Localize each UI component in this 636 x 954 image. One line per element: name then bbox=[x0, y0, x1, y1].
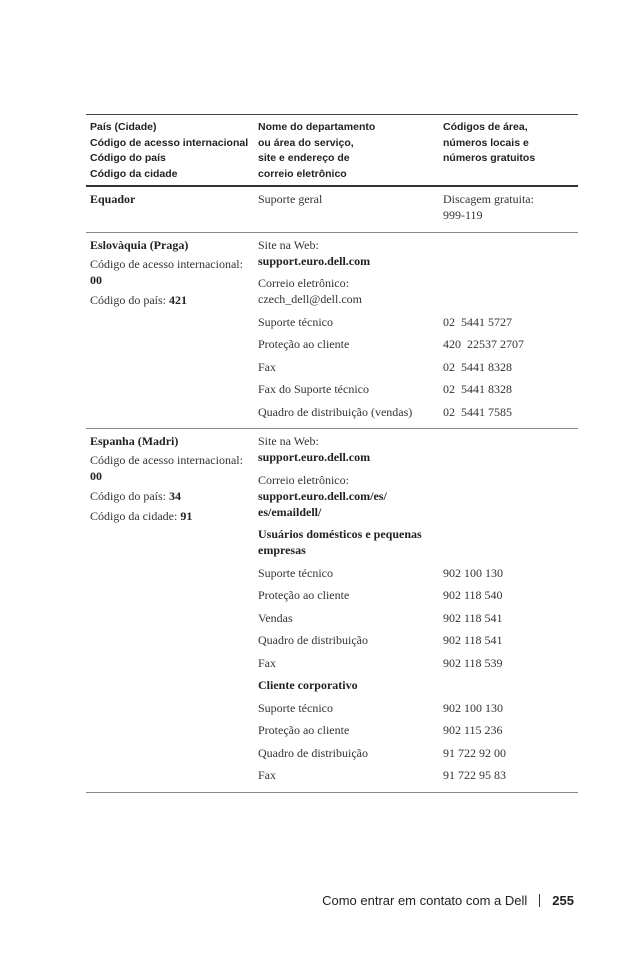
table-row bbox=[256, 745, 578, 761]
table-row bbox=[256, 677, 578, 693]
number-cell: 91 722 95 83 bbox=[443, 768, 506, 782]
table-row bbox=[256, 275, 578, 307]
country-cell-equador bbox=[86, 191, 256, 230]
dept-cell: Proteção ao cliente bbox=[258, 337, 350, 351]
entries-espanha bbox=[256, 433, 578, 790]
city-code-label: Código da cidade: bbox=[90, 509, 178, 523]
city-code bbox=[90, 508, 256, 524]
table-row bbox=[256, 610, 578, 626]
number-cell: 902 100 130 bbox=[443, 565, 503, 580]
table-row bbox=[256, 700, 578, 716]
dept-cell bbox=[256, 237, 441, 269]
email-link[interactable]: czech_dell@dell.com bbox=[258, 292, 363, 306]
site-link[interactable]: support.euro.dell.com bbox=[258, 450, 371, 464]
dept-cell bbox=[256, 433, 441, 465]
country-code-value: 34 bbox=[169, 489, 182, 503]
dept-cell: Quadro de distribuição bbox=[258, 633, 368, 647]
site-label: Site na Web: bbox=[258, 434, 319, 448]
table-row bbox=[256, 237, 578, 269]
country-name: Eslovàquia (Praga) bbox=[90, 237, 189, 252]
number-cell bbox=[441, 237, 578, 269]
table-row bbox=[256, 314, 578, 330]
contact-table bbox=[86, 114, 578, 793]
number-cell: 902 115 236 bbox=[443, 723, 503, 737]
table-row bbox=[256, 404, 578, 420]
dept-cell: Vendas bbox=[258, 610, 293, 625]
dept-cell bbox=[256, 472, 441, 520]
number-cell: 902 118 541 bbox=[443, 633, 503, 647]
page-number: 255 bbox=[552, 893, 574, 908]
table-row bbox=[256, 632, 578, 648]
group-espanha bbox=[86, 429, 578, 793]
country-name: Equador bbox=[90, 192, 136, 206]
entries-eslovaquia bbox=[256, 237, 578, 427]
dept-cell: Fax bbox=[258, 359, 276, 374]
number-cell bbox=[441, 472, 578, 520]
intl-value: 00 bbox=[90, 469, 102, 483]
footer-section-title: Como entrar em contato com a Dell bbox=[322, 893, 528, 908]
page-footer bbox=[0, 893, 574, 908]
email-label: Correio eletrônico: bbox=[258, 472, 349, 487]
number-cell: 91 722 92 00 bbox=[443, 745, 506, 760]
number-cell: 902 118 539 bbox=[443, 655, 503, 670]
number-cell: 02 5441 8328 bbox=[443, 382, 512, 396]
number-cell: 420 22537 2707 bbox=[443, 337, 524, 351]
table-header bbox=[86, 115, 578, 187]
email-label: Correio eletrônico: bbox=[258, 276, 349, 290]
table-row bbox=[256, 336, 578, 352]
dept-cell: Fax do Suporte técnico bbox=[258, 382, 369, 396]
dept-cell: Proteção ao cliente bbox=[258, 588, 350, 602]
country-name: Espanha (Madri) bbox=[90, 434, 179, 448]
country-code-value: 421 bbox=[169, 292, 188, 307]
table-row bbox=[256, 526, 578, 558]
home-business-heading: Usuários domésticos e pequenas empresas bbox=[258, 527, 422, 557]
dept-cell: Quadro de distribuição (vendas) bbox=[258, 404, 413, 419]
header-department: Nome do departamento ou área do serviço, site e endereço de correio eletrônico bbox=[258, 121, 376, 180]
table-row bbox=[256, 191, 578, 223]
dept-cell: Quadro de distribuição bbox=[258, 745, 368, 760]
number-cell: 902 118 541 bbox=[443, 610, 503, 625]
number-cell bbox=[441, 433, 578, 465]
country-code-label: Código do país: bbox=[90, 489, 167, 503]
number-cell: 902 118 540 bbox=[443, 588, 503, 602]
dept-cell: Proteção ao cliente bbox=[258, 723, 350, 737]
group-equador bbox=[86, 187, 578, 233]
intl-label: Código de acesso internacional: bbox=[90, 453, 243, 467]
number-cell bbox=[441, 677, 578, 693]
dept-cell: Fax bbox=[258, 655, 276, 670]
footer-separator bbox=[539, 894, 540, 907]
header-country: País (Cidade) Código de acesso internacional Código do país Código da cidade bbox=[90, 121, 249, 180]
header-numbers: Códigos de área, números locais e números gratuitos bbox=[443, 121, 536, 164]
corporate-heading: Cliente corporativo bbox=[258, 678, 358, 692]
number-cell: Discagem gratuita: 999-119 bbox=[443, 192, 534, 222]
number-cell: 02 5441 8328 bbox=[443, 359, 512, 374]
country-code-label: Código do país: bbox=[90, 292, 167, 307]
site-link[interactable]: support.euro.dell.com bbox=[258, 253, 371, 268]
number-cell: 02 5441 5727 bbox=[443, 314, 512, 329]
country-cell-eslovaquia bbox=[86, 237, 256, 427]
table-row bbox=[256, 655, 578, 671]
table-row bbox=[256, 381, 578, 397]
intl-access-code bbox=[90, 452, 256, 484]
intl-access-code bbox=[90, 256, 256, 288]
number-cell bbox=[441, 526, 578, 558]
intl-label: Código de acesso internacional: bbox=[90, 256, 243, 271]
number-cell: 902 100 130 bbox=[443, 700, 503, 715]
city-code-value: 91 bbox=[180, 509, 193, 523]
site-label: Site na Web: bbox=[258, 237, 319, 252]
group-eslovaquia bbox=[86, 233, 578, 430]
dept-cell: Suporte técnico bbox=[258, 314, 333, 329]
table-row bbox=[256, 472, 578, 520]
dept-cell: Suporte geral bbox=[258, 192, 323, 206]
intl-value: 00 bbox=[90, 272, 102, 287]
table-row bbox=[256, 359, 578, 375]
dept-cell: Suporte técnico bbox=[258, 565, 333, 580]
dept-cell bbox=[256, 275, 441, 307]
email-link[interactable]: support.euro.dell.com/es/ es/emaildell/ bbox=[258, 488, 387, 519]
table-row bbox=[256, 722, 578, 738]
number-cell bbox=[441, 275, 578, 307]
entries-equador bbox=[256, 191, 578, 230]
country-code bbox=[90, 488, 256, 504]
country-code bbox=[90, 292, 256, 308]
table-row bbox=[256, 433, 578, 465]
country-cell-espanha bbox=[86, 433, 256, 790]
dept-cell: Suporte técnico bbox=[258, 700, 333, 715]
table-row bbox=[256, 587, 578, 603]
dept-cell: Fax bbox=[258, 768, 276, 782]
table-row bbox=[256, 767, 578, 783]
table-row bbox=[256, 565, 578, 581]
number-cell: 02 5441 7585 bbox=[443, 404, 512, 419]
